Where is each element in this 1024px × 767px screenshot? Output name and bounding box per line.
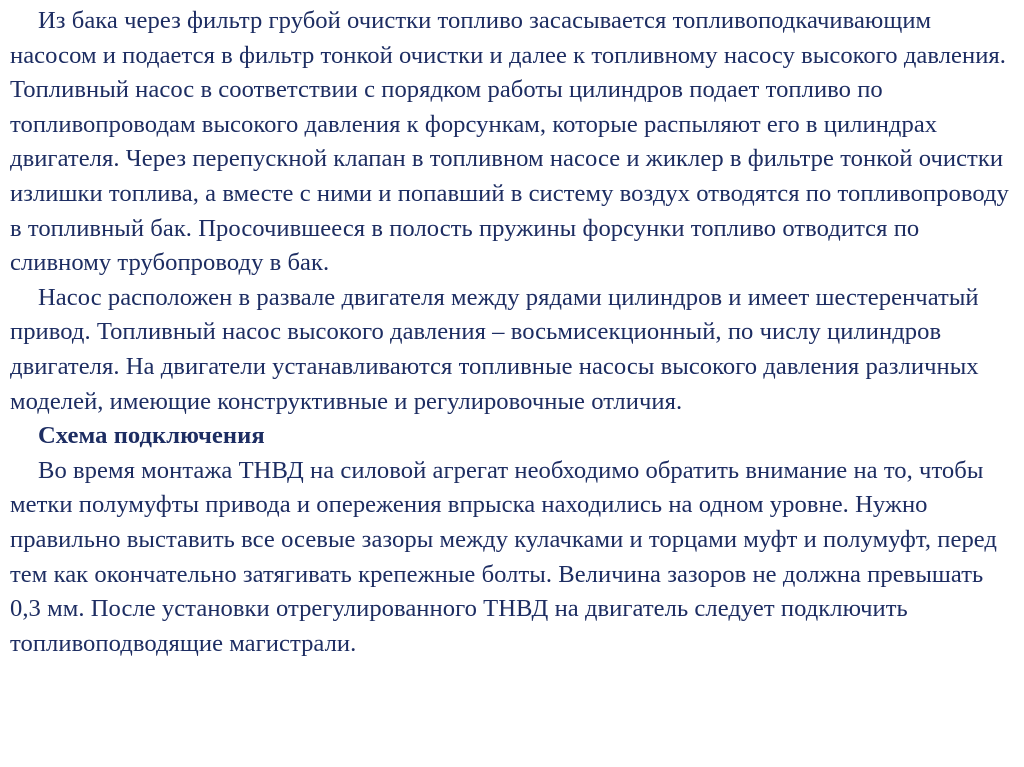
paragraph-installation: Во время монтажа ТНВД на силовой агрегат необходимо обратить внимание на то, чтобы метки полумуфты привода и опережения впрыска находились на одном уровне. Нужно правильно выставить все осевые зазоры между кулачками и торцами муфт и полумуфт, перед тем как окончательно затягивать крепежные болты. Величина зазоров не должна превышать 0,3 мм. После установки отрегулированного ТНВД на двигатель следует подключить топливоподводящие магистрали. — [10, 456, 997, 657]
paragraph-pump-location: Насос расположен в развале двигателя между рядами цилиндров и имеет шестеренчатый привод. Топливный насос высокого давления – восьмисекционный, по числу цилиндров двигателя. На двигатели устанавливаются топливные насосы высокого давления различных моделей, имеющие конструктивные и регулировочные отличия. — [10, 283, 979, 415]
paragraph-fuel-flow: Из бака через фильтр грубой очистки топливо засасывается топливоподкачивающим насосом и подается в фильтр тонкой очистки и далее к топливному насосу высокого давления. Топливный насос в соответствии с порядком работы цилиндров подает топливо по топливопроводам высокого давления к форсункам, которые распыляют его в цилиндрах двигателя. Через перепускной клапан в топливном насосе и жиклер в фильтре тонкой очистки излишки топлива, а вместе с ними и попавший в систему воздух отводятся по топливопроводу в топливный бак. Просочившееся в полость пружины форсунки топливо отводится по сливному трубопроводу в бак. — [10, 7, 1009, 277]
document-text — [10, 4, 1014, 661]
section-heading: Схема подключения — [38, 422, 265, 450]
